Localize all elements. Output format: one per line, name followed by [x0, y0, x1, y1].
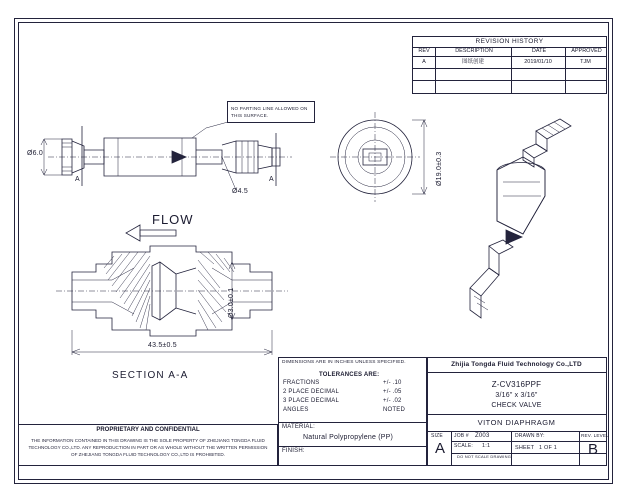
- scale-value: 1:1: [482, 443, 491, 449]
- tolerance-row-label-0: FRACTIONS: [283, 380, 320, 386]
- tolerance-heading: TOLERANCES ARE:: [319, 372, 380, 378]
- dim-body-dia-label: Ø19.0±0.3: [436, 151, 443, 186]
- flow-label: FLOW: [152, 212, 194, 227]
- section-mark-left: A: [75, 176, 80, 183]
- tolerance-row-value-1: +/- .05: [383, 389, 402, 395]
- proprietary-heading: PROPRIETARY AND CONFIDENTIAL: [96, 427, 200, 433]
- revision-col-description: DESCRIPTION: [435, 47, 512, 57]
- section-mark-right: A: [269, 176, 274, 183]
- job-label: JOB #: [454, 433, 469, 439]
- dim-stem-dia-label: Ø4.5: [232, 188, 248, 195]
- dim-seat-dia-label: Ø3.0±0.1: [228, 287, 235, 318]
- tolerance-row-label-2: 3 PLACE DECIMAL: [283, 398, 340, 404]
- revision-history-title: REVISION HISTORY: [413, 37, 606, 48]
- revision-col-date: DATE: [511, 47, 566, 57]
- scale-note: DO NOT SCALE DRAWING: [457, 454, 512, 459]
- note-leader-parting-line: [192, 122, 228, 138]
- tolerance-row-value-2: +/- .02: [383, 398, 402, 404]
- parting-line-note-text: NO PARTING LINE ALLOWED ON THIS SURFACE.: [231, 106, 308, 118]
- job-value: Z003: [475, 433, 490, 439]
- sheet-label: SHEET: [515, 445, 535, 451]
- section-aa-label: SECTION A-A: [112, 370, 189, 381]
- proprietary-body: THE INFORMATION CONTAINED IN THIS DRAWING IS THE SOLE PROPERTY OF ZHEJIANG TONGDA FLUID TECHNOLOGY CO.,LTD. ANY REPRODUCTION IN PART OR AS WHOLE WITHOUT THE WRITTEN PERMISSION OF ZHEJIANG TONGDA FLUID TECHNOLOGY CO.,LTD IS PROHIBITED.: [28, 438, 268, 457]
- side-view-geometry: [48, 138, 292, 176]
- tolerance-row-value-3: NOTED: [383, 407, 405, 413]
- part-subtitle: VITON DIAPHRAGM: [477, 418, 556, 427]
- section-aa-geometry: [56, 246, 288, 355]
- material-value: Natural Polypropylene (PP): [303, 434, 394, 441]
- dim-stem-dia: [222, 157, 236, 190]
- parting-line-note-box: [227, 101, 315, 123]
- sheet-value: 1 OF 1: [539, 445, 558, 451]
- revision-row-date: 2019/01/10: [524, 59, 552, 65]
- flow-arrow: [126, 225, 176, 241]
- tolerance-row-value-0: +/- .10: [383, 380, 402, 386]
- rev-level-label: REV. LEVEL: [581, 433, 609, 438]
- isometric-view-geometry: [470, 119, 571, 318]
- proprietary-block: [18, 424, 278, 466]
- size-label: SIZE: [431, 433, 443, 439]
- finish-label: FINISH:: [282, 448, 305, 454]
- tolerance-note: DIMENSIONS ARE IN INCHES UNLESS SPECIFIED.: [282, 360, 406, 365]
- revision-col-rev: REV: [413, 47, 435, 57]
- company-name: Zhijia Tongda Fluid Technology Co.,LTD: [451, 361, 582, 368]
- rev-level-value: B: [588, 441, 599, 458]
- part-name: CHECK VALVE: [491, 402, 542, 409]
- size-spec: 3/16" x 3/16": [495, 392, 538, 399]
- scale-label: SCALE:: [454, 443, 473, 449]
- title-block: [426, 357, 607, 466]
- size-value: A: [435, 440, 446, 457]
- dim-inlet-dia-label: Ø6.0: [27, 150, 43, 157]
- end-view-geometry: [330, 112, 420, 202]
- revision-row-description: 图纸创建: [461, 59, 484, 65]
- tolerance-block: [278, 357, 428, 466]
- dim-overall-length-label: 43.5±0.5: [148, 342, 177, 349]
- part-number: Z-CV316PPF: [491, 380, 542, 389]
- revision-row-rev: A: [422, 59, 426, 65]
- drawn-by-label: DRAWN BY:: [515, 433, 545, 439]
- tolerance-row-label-3: ANGLES: [283, 407, 309, 413]
- revision-row-approved: TJM: [580, 59, 591, 65]
- revision-col-approved: APPROVED: [565, 47, 607, 57]
- material-label: MATERIAL:: [282, 424, 316, 430]
- tolerance-row-label-1: 2 PLACE DECIMAL: [283, 389, 340, 395]
